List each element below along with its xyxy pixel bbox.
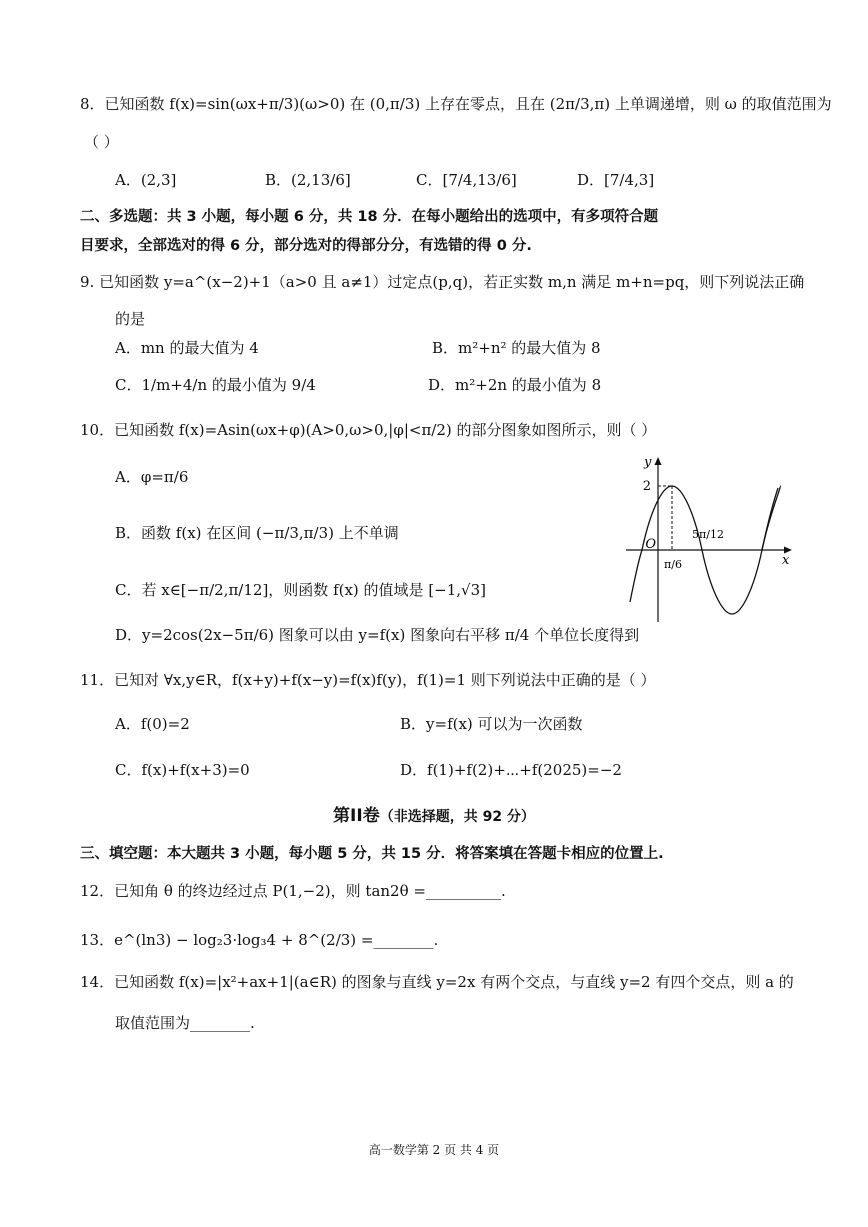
q10-option-a: A．φ=π/6 [115, 468, 189, 486]
q8-stem: 8．已知函数 f(x)=sin(ωx+π/3)(ω>0) 在 (0,π/3) 上存在零点，且在 (2π/3,π) 上单调递增，则 ω 的取值范围为 [80, 95, 832, 113]
q10-stem: 10．已知函数 f(x)=Asin(ωx+φ)(A>0,ω>0,|φ|<π/2) 的部分图象如图所示，则（ ） [80, 421, 657, 439]
q8-option-a: A．(2,3] [115, 171, 177, 189]
section2-heading-line1: 二、多选题：共 3 小题，每小题 6 分，共 18 分．在每小题给出的选项中，有多项符合题 [80, 209, 659, 225]
section2-heading-line2: 目要求，全部选对的得 6 分，部分选对的得部分分，有选错的得 0 分. [80, 238, 532, 254]
origin-label: O [645, 537, 656, 552]
q9-option-c: C．1/m+4/n 的最小值为 9/4 [115, 376, 316, 394]
part2-title-main: 第II卷 [333, 806, 380, 826]
q10-option-b: B．函数 f(x) 在区间 (−π/3,π/3) 上不单调 [115, 524, 399, 542]
q9-option-a: A．mn 的最大值为 4 [115, 339, 259, 357]
q11-stem: 11．已知对 ∀x,y∈R，f(x+y)+f(x−y)=f(x)f(y)，f(1)=1 则下列说法中正确的是（ ） [80, 671, 656, 689]
tick-pi-6-label: π/6 [664, 558, 682, 571]
q13-stem: 13．e^(ln3) − log₂3·log₃4 + 8^(2/3) =________. [80, 931, 439, 949]
x-axis-label: x [782, 553, 790, 568]
section3-heading: 三、填空题：本大题共 3 小题，每小题 5 分，共 15 分．将答案填在答题卡相应的位置上. [80, 846, 664, 862]
q14-stem-line2: 取值范围为________. [115, 1014, 255, 1032]
peak-value-label: 2 [642, 479, 651, 494]
q9-stem-line1: 9. 已知函数 y=a^(x−2)+1（a>0 且 a≠1）过定点(p,q)，若正实数 m,n 满足 m+n=pq，则下列说法正确 [80, 273, 805, 291]
q8-option-c: C．[7/4,13/6] [416, 171, 517, 189]
y-axis-label: y [644, 455, 652, 470]
q9-option-d: D．m²+2n 的最小值为 8 [428, 376, 602, 394]
q8-option-b: B．(2,13/6] [265, 171, 351, 189]
tick-5pi-12-label: 5π/12 [692, 528, 724, 541]
q11-option-d: D．f(1)+f(2)+⋯+f(2025)=−2 [400, 761, 622, 779]
part2-title [0, 806, 868, 827]
y-axis-arrow-icon [655, 457, 662, 465]
q11-option-b: B．y=f(x) 可以为一次函数 [400, 715, 583, 733]
q12-stem: 12．已知角 θ 的终边经过点 P(1,−2)，则 tan2θ =__________. [80, 882, 506, 900]
q10-function-graph [620, 452, 800, 632]
q8-answer-paren: （ ） [84, 133, 119, 151]
q10-option-d: D．y=2cos(2x−5π/6) 图象可以由 y=f(x) 图象向右平移 π/4 个单位长度得到 [115, 626, 640, 644]
page-footer: 高一数学第 2 页 共 4 页 [368, 1143, 500, 1157]
q10-option-c: C．若 x∈[−π/2,π/12]，则函数 f(x) 的值域是 [−1,√3] [115, 581, 487, 599]
q11-option-a: A．f(0)=2 [115, 715, 190, 733]
q9-option-b: B．m²+n² 的最大值为 8 [432, 339, 601, 357]
q14-stem-line1: 14．已知函数 f(x)=|x²+ax+1|(a∈R) 的图象与直线 y=2x 有两个交点，与直线 y=2 有四个交点，则 a 的 [80, 973, 794, 991]
q8-option-d: D．[7/4,3] [577, 171, 655, 189]
part2-title-sub: （非选择题，共 92 分） [379, 809, 535, 825]
q11-option-c: C．f(x)+f(x+3)=0 [115, 761, 250, 779]
q9-stem-line2: 的是 [115, 310, 146, 328]
